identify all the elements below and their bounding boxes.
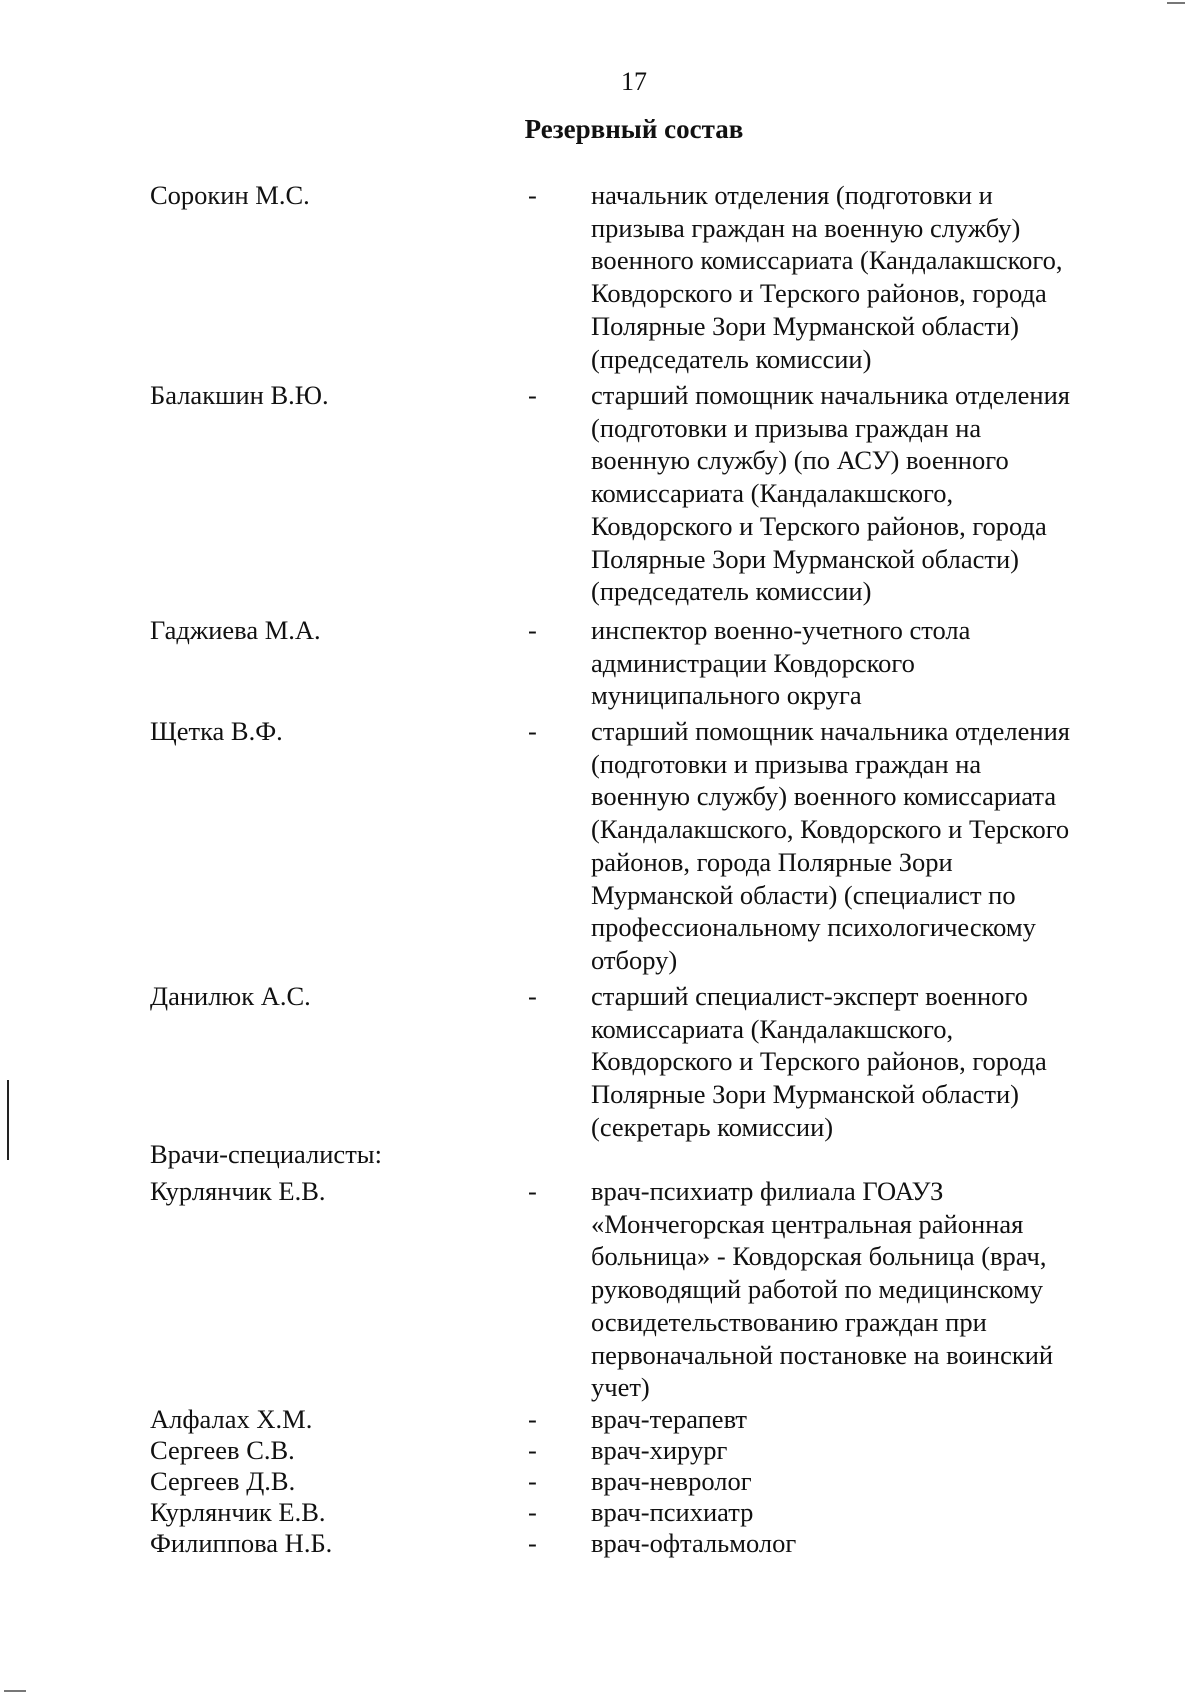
position-line: Полярные Зори Мурманской области) — [591, 310, 1019, 341]
position-line: военного комиссариата (Кандалакшского, — [591, 245, 1063, 276]
position-line: начальник отделения (подготовки и — [591, 180, 993, 210]
position-line: отбору) — [591, 944, 678, 975]
position-line: учет) — [591, 1372, 650, 1403]
position-line: Ковдорского и Терского районов, города — [591, 1046, 1047, 1077]
doctor-position — [591, 1527, 1131, 1560]
position-line: призыва граждан на военную службу) — [591, 212, 1021, 243]
position-line: врач-терапевт — [591, 1404, 747, 1434]
position-line: врач-психиатр филиала ГОАУЗ — [591, 1176, 944, 1206]
position-line: администрации Ковдорского — [591, 647, 915, 678]
dash-separator: - — [528, 1466, 537, 1496]
member-name: Щетка В.Ф. — [150, 716, 283, 746]
position-line: Ковдорского и Терского районов, города — [591, 510, 1047, 541]
section-title: Резервный состав — [524, 114, 744, 144]
position-line: (председатель комиссии) — [591, 576, 872, 607]
position-line: Полярные Зори Мурманской области) — [591, 1079, 1019, 1110]
dash-separator: - — [528, 1528, 537, 1558]
member-name: Данилюк А.С. — [150, 981, 311, 1011]
position-line: (подготовки и призыва граждан на — [591, 748, 982, 779]
member-name: Гаджиева М.А. — [150, 615, 321, 645]
dash-separator: - — [528, 981, 537, 1011]
doctor-name: Курлянчик Е.В. — [150, 1176, 326, 1206]
position-line: больница» - Ковдорская больница (врач, — [591, 1241, 1047, 1272]
position-line: руководящий работой по медицинскому — [591, 1274, 1044, 1305]
dash-separator: - — [528, 1176, 537, 1206]
doctor-name: Алфалах Х.М. — [150, 1404, 313, 1434]
position-line: врач-офтальмолог — [591, 1528, 797, 1558]
doctor-position — [591, 1496, 1131, 1529]
member-position — [591, 715, 1131, 977]
doctor-name: Сергеев С.В. — [150, 1435, 295, 1465]
position-line: Ковдорского и Терского районов, города — [591, 278, 1047, 309]
scan-artifact — [1167, 2, 1185, 4]
position-line: врач-психиатр — [591, 1497, 754, 1527]
doctor-name: Филиппова Н.Б. — [150, 1528, 333, 1558]
position-line: комиссариата (Кандалакшского, — [591, 478, 954, 509]
member-position — [591, 179, 1131, 375]
position-line: комиссариата (Кандалакшского, — [591, 1013, 954, 1044]
member-position — [591, 379, 1131, 608]
member-position — [591, 614, 1131, 712]
doctors-heading: Врачи-специалисты: — [150, 1139, 382, 1169]
dash-separator: - — [528, 1435, 537, 1465]
position-line: (председатель комиссии) — [591, 343, 872, 374]
position-line: «Мончегорская центральная районная — [591, 1208, 1024, 1239]
doctor-position — [591, 1465, 1131, 1498]
member-name: Сорокин М.С. — [150, 180, 310, 210]
position-line: (подготовки и призыва граждан на — [591, 412, 982, 443]
position-line: инспектор военно-учетного стола — [591, 615, 971, 645]
position-line: первоначальной постановке на воинский — [591, 1339, 1054, 1370]
position-line: старший помощник начальника отделения — [591, 716, 1070, 746]
position-line: профессиональному психологическому — [591, 912, 1036, 943]
doctor-position — [591, 1403, 1131, 1436]
dash-separator: - — [528, 615, 537, 645]
doctor-name: Курлянчик Е.В. — [150, 1497, 326, 1527]
member-name: Балакшин В.Ю. — [150, 380, 329, 410]
scan-artifact — [4, 1690, 26, 1692]
position-line: военную службу) (по АСУ) военного — [591, 445, 1009, 476]
position-line: Полярные Зори Мурманской области) — [591, 543, 1019, 574]
dash-separator: - — [528, 380, 537, 410]
position-line: старший помощник начальника отделения — [591, 380, 1070, 410]
dash-separator: - — [528, 1404, 537, 1434]
position-line: врач-хирург — [591, 1435, 728, 1465]
position-line: военную службу) военного комиссариата — [591, 781, 1057, 812]
dash-separator: - — [528, 1497, 537, 1527]
member-position — [591, 980, 1131, 1144]
position-line: (секретарь комиссии) — [591, 1111, 834, 1142]
scan-artifact — [7, 1080, 9, 1160]
doctor-name: Сергеев Д.В. — [150, 1466, 296, 1496]
position-line: Мурманской области) (специалист по — [591, 879, 1016, 910]
page-number: 17 — [621, 67, 647, 96]
dash-separator: - — [528, 180, 537, 210]
doctor-position — [591, 1434, 1131, 1467]
position-line: старший специалист-эксперт военного — [591, 981, 1028, 1011]
position-line: врач-невролог — [591, 1466, 752, 1496]
dash-separator: - — [528, 716, 537, 746]
position-line: районов, города Полярные Зори — [591, 846, 953, 877]
position-line: освидетельствованию граждан при — [591, 1306, 987, 1337]
doctor-position — [591, 1175, 1131, 1404]
position-line: (Кандалакшского, Ковдорского и Терского — [591, 814, 1070, 845]
position-line: муниципального округа — [591, 680, 862, 711]
